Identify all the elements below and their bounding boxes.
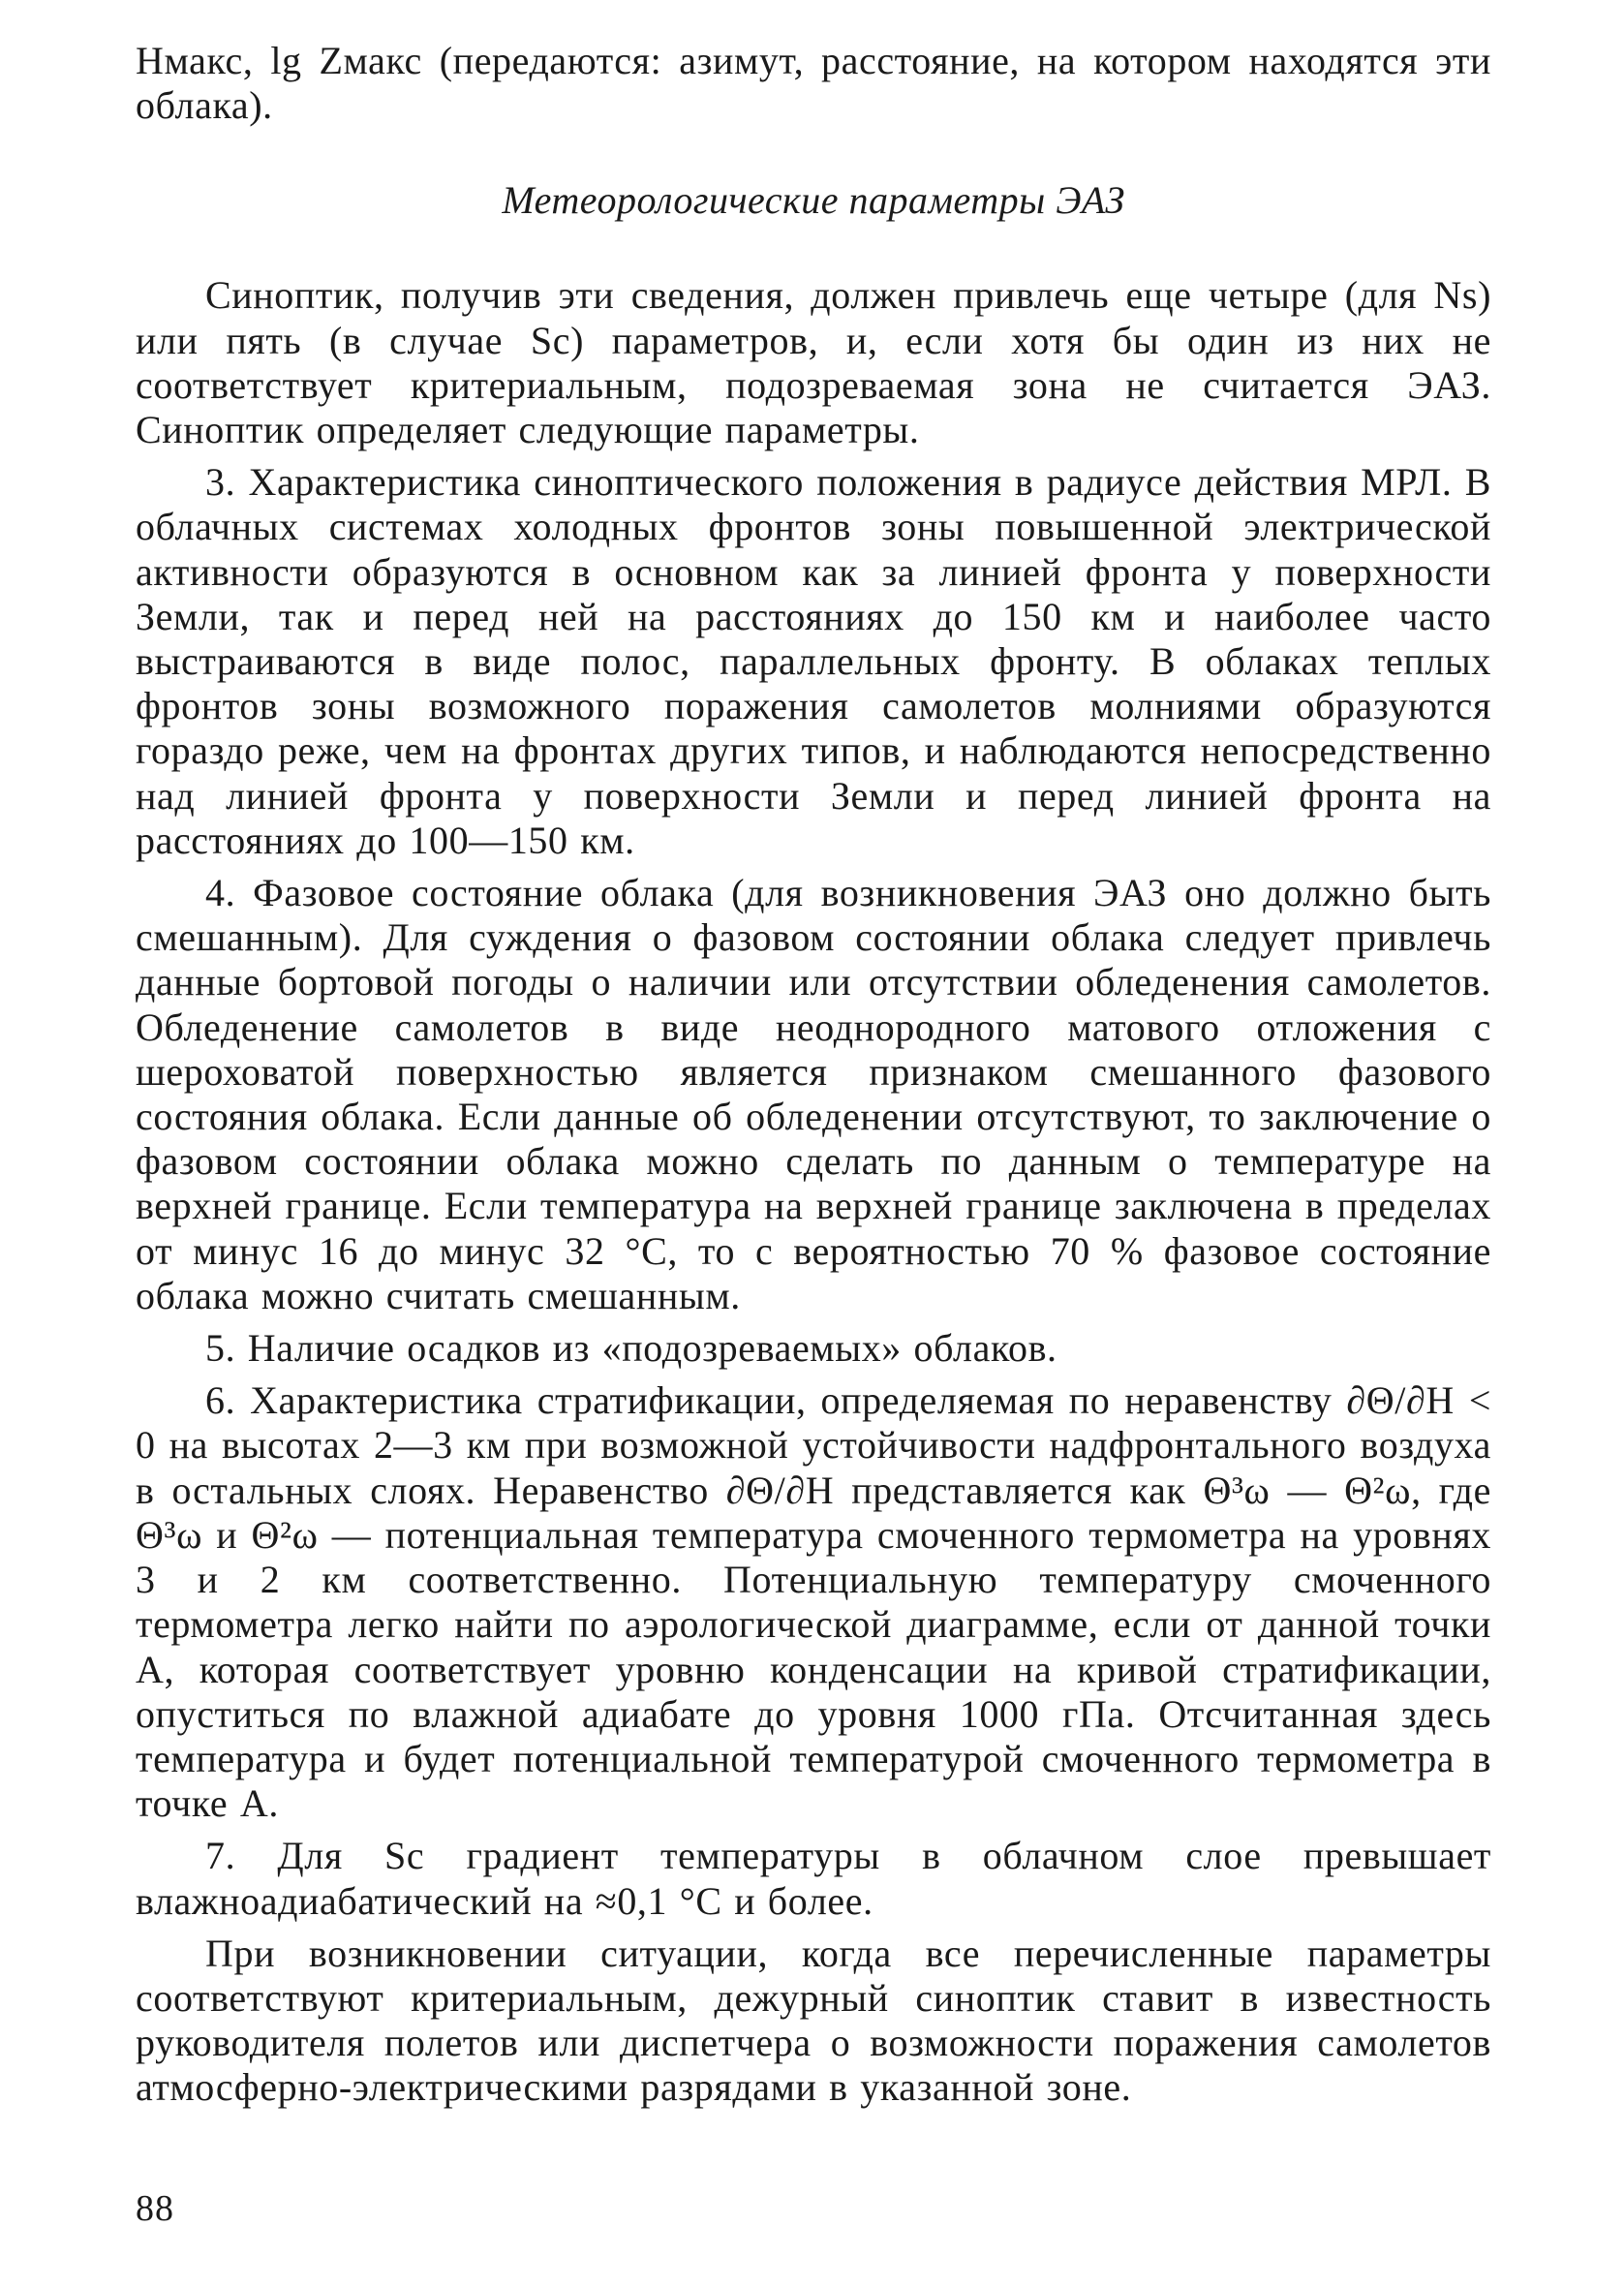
section-heading: Метеорологические параметры ЭАЗ <box>502 178 1125 223</box>
paragraph-item-3: 3. Характеристика синоптического положения в радиусе действия МРЛ. В облачных системах холодных фронтов зоны повышенной электрической активности образуются в основном как за линией фронта у поверхности Земли, так и перед ней на расстояниях до 150 км и наиболее часто выстраиваются в виде полос, параллельных фронту. В облаках теплых фронтов зоны возможного поражения самолетов молниями образуются гораздо реже, чем на фронтах других типов, и наблюдаются непосредственно над линией фронта у поверхности Земли и перед линией фронта на расстояниях до 100—150 км. <box>136 460 1491 862</box>
document-page <box>136 39 1491 2111</box>
paragraph-intro: Синоптик, получив эти сведения, должен привлечь еще четыре (для Ns) или пять (в случае Sc) параметров, и, если хотя бы один из них не соответствует критериальным, подозреваемая зона не считается ЭАЗ. Синоптик определяет следующие параметры. <box>136 273 1491 452</box>
paragraph-item-6: 6. Характеристика стратификации, определяемая по неравенству ∂Θ/∂H < 0 на высотах 2—3 км при возможной устойчивости надфронтального воздуха в остальных слоях. Неравенство ∂Θ/∂H представляется как Θ³ω — Θ²ω, где Θ³ω и Θ²ω — потенциальная температура смоченного термометра на уровнях 3 и 2 км соответственно. Потенциальную температуру смоченного термометра легко найти по аэрологической диаграмме, если от данной точки A, которая соответствует уровню конденсации на кривой стратификации, опуститься по влажной адиабате до уровня 1000 гПа. Отсчитанная здесь температура и будет потенциальной температурой смоченного термометра в точке A. <box>136 1378 1491 1826</box>
paragraph-item-7: 7. Для Sc градиент температуры в облачном слое превышает влажноадиабатический на ≈0,1 °С и более. <box>136 1834 1491 1923</box>
page-number: 88 <box>136 2188 174 2229</box>
paragraph-item-5: 5. Наличие осадков из «подозреваемых» облаков. <box>205 1326 1057 1371</box>
paragraph-conclusion: При возникновении ситуации, когда все перечисленные параметры соответствуют критериальным, дежурный синоптик ставит в известность руководителя полетов или диспетчера о возможности поражения самолетов атмосферно-электрическими разрядами в указанной зоне. <box>136 1931 1491 2110</box>
intro-line: Hмакс, lg Zмакс (передаются: азимут, расстояние, на котором находятся эти облака). <box>136 39 1491 128</box>
paragraph-item-4: 4. Фазовое состояние облака (для возникновения ЭАЗ оно должно быть смешанным). Для суждения о фазовом состоянии облака следует привлечь данные бортовой погоды о наличии или отсутствии обледенения самолетов. Обледенение самолетов в виде неоднородного матового отложения с шероховатой поверхностью является признаком смешанного фазового состояния облака. Если данные об обледенении отсутствуют, то заключение о фазовом состоянии облака можно сделать по данным о температуре на верхней границе. Если температура на верхней границе заключена в пределах от минус 16 до минус 32 °С, то с вероятностью 70 % фазовое состояние облака можно считать смешанным. <box>136 871 1491 1317</box>
